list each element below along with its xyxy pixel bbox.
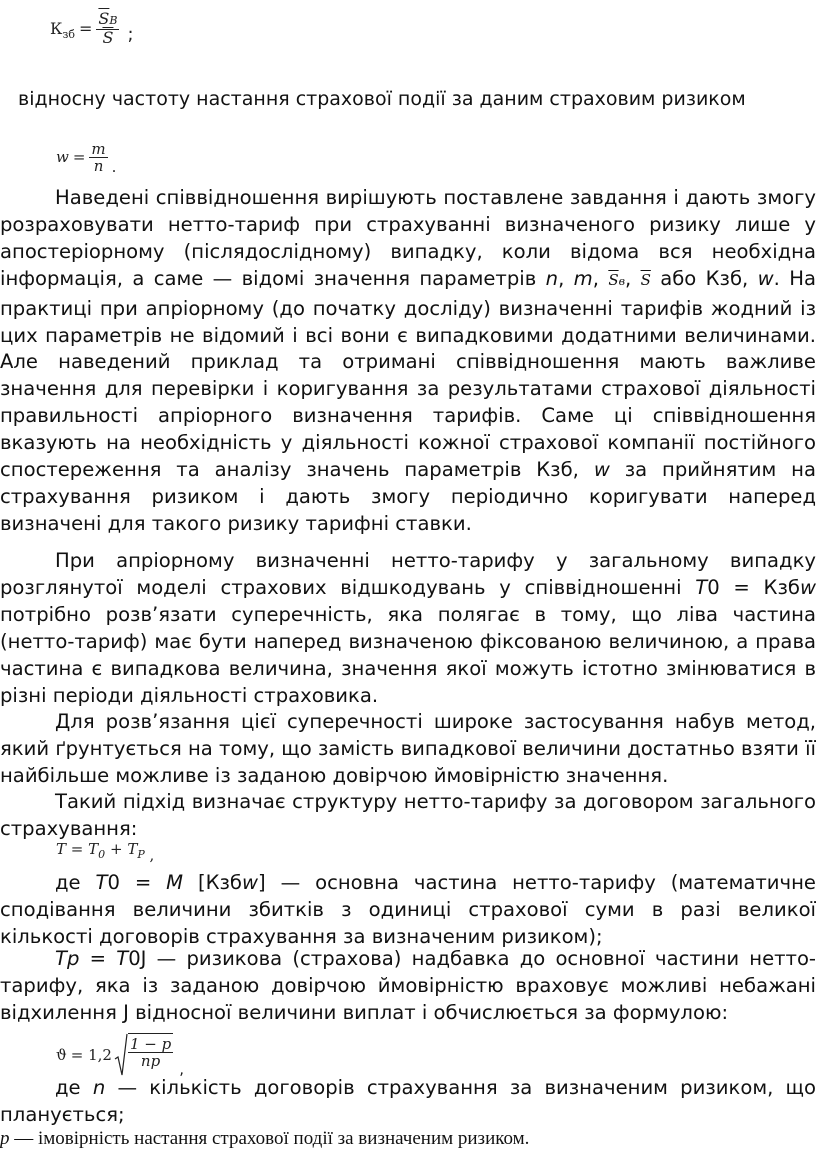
formula-kzb-num: $\overline{S}$	[98, 8, 110, 28]
formula-kzb	[50, 4, 134, 52]
formula-w-tail: .	[111, 158, 117, 176]
paragraph-6	[0, 946, 816, 1027]
p1-w: w	[757, 266, 774, 290]
p1-comma2: ,	[592, 266, 609, 290]
formula-t-plus: +	[109, 840, 123, 858]
formula-w	[56, 134, 116, 180]
p1-s: $\overline{S}$	[640, 270, 651, 289]
formula-kzb-lhs-sub: зб	[62, 27, 76, 41]
p1-text-a: Наведені співвідношення вирішують поставлене завдання і дають змогу розраховувати нетто-тариф при страхуванні визначеного ризику лише у апостеріорному (післядослідному) випадку, коли відома вся необхідна інформація, а саме — відомі значення параметрів	[0, 186, 816, 290]
p2-w: w	[799, 575, 816, 599]
paragraph-2	[0, 548, 816, 709]
formula-kzb-eq: =	[79, 18, 93, 38]
p6-tp: Tp	[55, 947, 80, 970]
paragraph-5	[0, 870, 816, 951]
p7-text-b: — кількість договорів страхування за визначеним ризиком, що планується;	[0, 1076, 816, 1126]
p5-t0: T	[95, 871, 108, 894]
last-line-text: — імовірність настання страхової події за визначеним ризиком.	[9, 1128, 530, 1149]
p1-m: m	[573, 266, 593, 290]
formula-theta	[56, 1030, 184, 1080]
p5-m: M	[166, 871, 184, 894]
formula-t-tail: ,	[149, 846, 155, 864]
formula-theta-radical	[114, 1033, 173, 1077]
formula-t-tp-sub: P	[137, 848, 145, 861]
formula-w-den: n	[93, 156, 104, 175]
formula-kzb-num-sub: B	[109, 13, 118, 27]
p7-n: n	[92, 1076, 106, 1099]
p5-text-a: де	[55, 871, 96, 894]
formula-kzb-lhs: К	[50, 18, 63, 38]
formula-t	[56, 840, 155, 864]
p6-text-b: 0J — ризикова (страхова) надбавка до основної частини нетто-тарифу, яка із заданою довірчою ймовірністю враховує можливі небажані відхилення J відносної величини виплат і обчислюється за формулою:	[0, 947, 816, 1024]
p5-text-d: ] — основна частина нетто-тарифу (математичне сподівання величини збитків з одиниці страхової суми в разі великої кількості договорів страхування за визначеним ризиком);	[0, 871, 816, 948]
paragraph-3: Для розв’язання цієї суперечності широке застосування набув метод, який ґрунтується на тому, що замість випадкової величини достатньо взяти її найбільше можливе із заданою довірчою ймовірністю значення.	[0, 710, 816, 787]
formula-t-tp: T	[127, 840, 138, 858]
formula-theta-eq: = 1,2	[70, 1046, 112, 1064]
formula-kzb-den: S	[102, 27, 114, 47]
relative-frequency-line: відносну частоту настання страхової події за даним страховим ризиком	[18, 88, 746, 110]
p1-comma3: ,	[625, 266, 641, 290]
p5-text-c: [Кзб	[183, 871, 243, 894]
formula-kzb-fraction	[96, 8, 119, 47]
formula-theta-num: 1 − p	[129, 1035, 172, 1053]
last-line	[0, 1128, 529, 1150]
formula-theta-tail: ,	[179, 1060, 184, 1078]
p5-text-b: 0 =	[107, 871, 167, 894]
formula-t-t0: T	[88, 840, 99, 858]
formula-w-num: m	[91, 139, 106, 158]
p1-text-b: або Кзб,	[650, 266, 758, 290]
p1-comma1: ,	[558, 266, 574, 290]
p2-t0: T	[695, 575, 708, 599]
formula-theta-den: np	[140, 1052, 161, 1070]
formula-t-eq: =	[70, 840, 84, 858]
p6-text-a: =	[79, 947, 117, 970]
p2-text-a: При апріорному визначенні нетто-тарифу у загальному випадку розглянутої моделі страхових відшкодувань у співвідношенні	[0, 549, 816, 599]
p5-w: w	[242, 871, 259, 894]
p1-sb: $\overline{S}в$	[608, 270, 625, 289]
sqrt-sign-icon	[114, 1033, 128, 1077]
p1-text-c: . На практиці при апріорному (до початку досліду) визначенні тарифів жодний із цих параметрів не відомий і всі вони є випадковими додатними величинами. Але наведений приклад та отримані співвідношення мають важливе значення для перевірки і коригування за результатами страхової діяльності правильності апріорного визначення тарифів. Саме ці співвідношення вказують на необхідність у діяльності кожної страхової компанії постійного спостереження та аналізу значень параметрів Кзб,	[0, 266, 816, 482]
paragraph-4: Такий підхід визначає структуру нетто-тарифу за договором загального страхування:	[0, 790, 816, 840]
last-line-p: p	[0, 1128, 10, 1149]
paragraph-1	[0, 185, 816, 538]
paragraph-7	[0, 1075, 816, 1129]
formula-t-t0-sub: 0	[98, 848, 106, 861]
formula-w-fraction	[89, 141, 107, 174]
p2-text-b: потрібно розв’язати суперечність, яка полягає в тому, що ліва частина (нетто-тариф) має бути наперед визначеною фіксованою величиною, а права частина є випадкова величина, значення якої можуть істотно змінюватися в різні періоди діяльності страховика.	[0, 602, 816, 707]
p7-text-a: де	[55, 1076, 93, 1099]
p6-t0: T	[116, 947, 129, 970]
formula-theta-lhs: ϑ	[56, 1046, 67, 1064]
formula-kzb-tail: ;	[127, 23, 134, 45]
formula-t-lhs: T	[56, 840, 67, 858]
formula-w-lhs: w	[56, 148, 69, 166]
p1-text-d: за прийнятим на страхування ризиком і дають змогу періодично коригувати наперед визначені для такого ризику тарифні ставки.	[0, 458, 816, 535]
p1-n: n	[545, 266, 559, 290]
formula-theta-fraction	[128, 1033, 173, 1077]
p1-w2: w	[593, 458, 610, 482]
p2-t0-tail: 0 = Кзб	[707, 575, 800, 599]
formula-w-eq: =	[72, 148, 86, 166]
